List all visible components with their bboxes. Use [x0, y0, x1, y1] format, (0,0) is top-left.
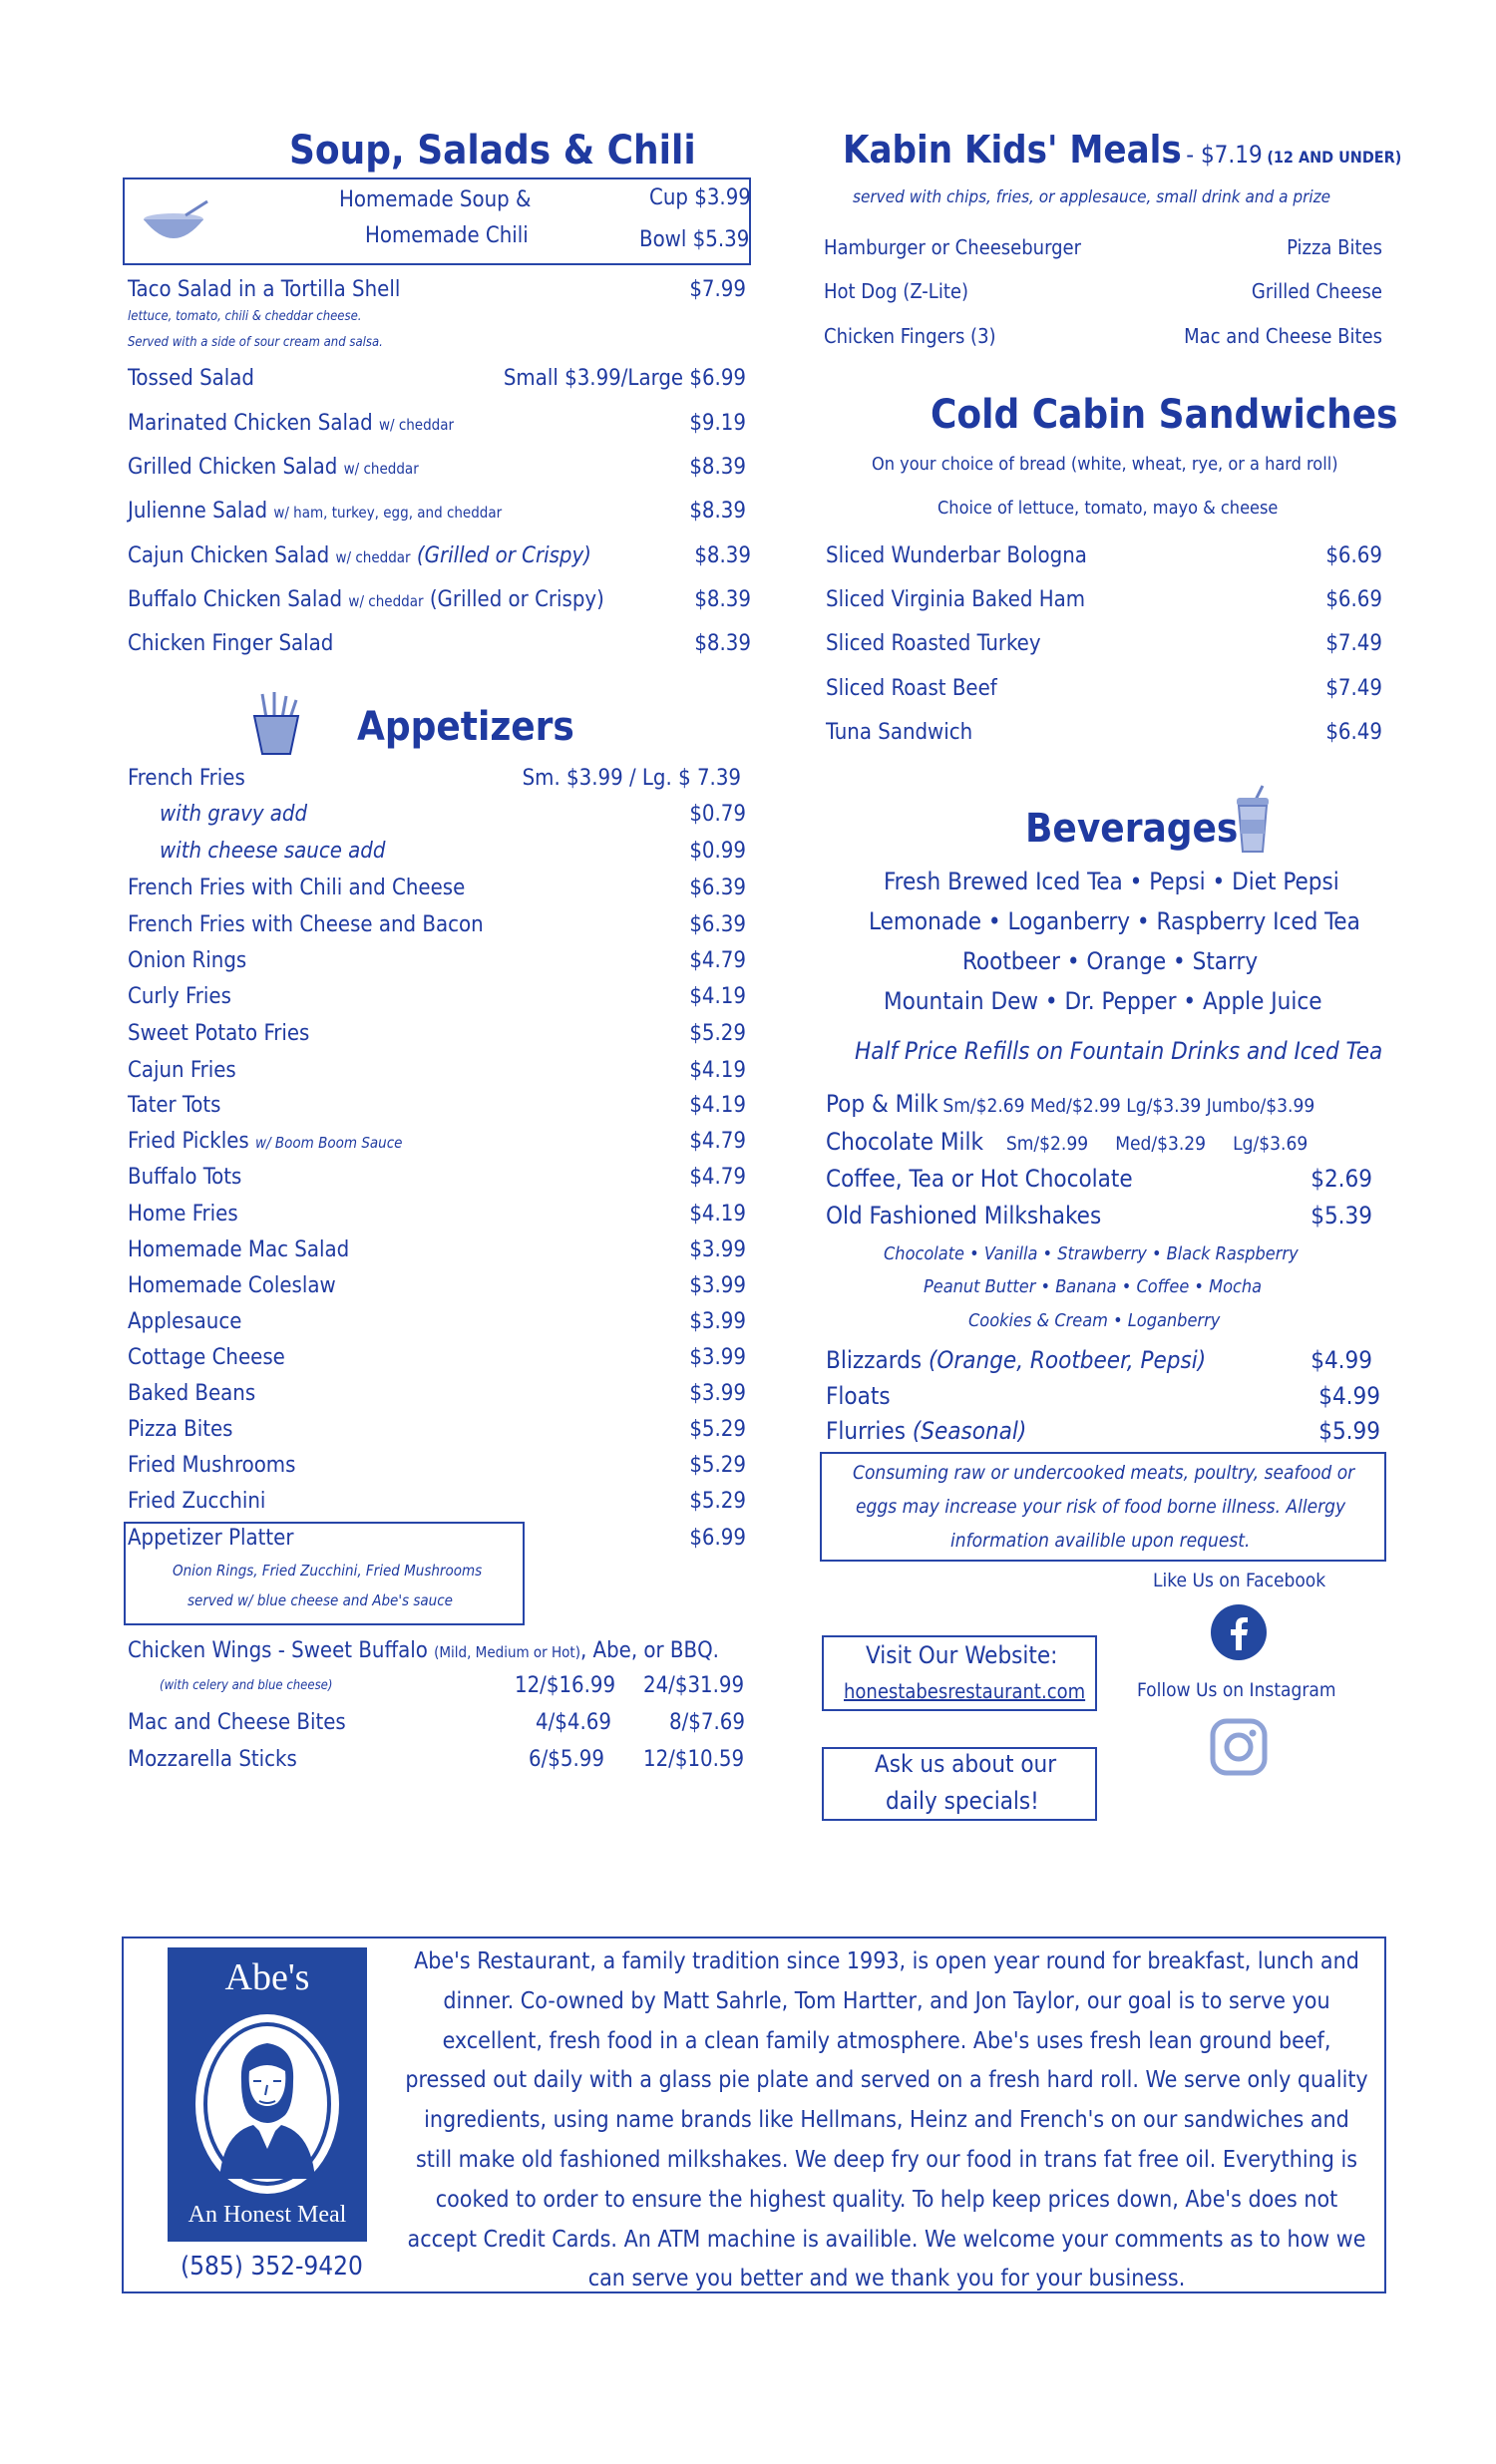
drinks-line: Mountain Dew • Dr. Pepper • Apple Juice [884, 987, 1322, 1015]
appetizers-title: Appetizers [357, 704, 574, 750]
kids-item: Hamburger or Cheeseburger Pizza Bites [824, 235, 1382, 259]
mozzarella-sticks: Mozzarella Sticks [128, 1747, 297, 1772]
menu-item: Sliced Wunderbar Bologna $6.69 [826, 543, 1382, 568]
specials-line: daily specials! [886, 1787, 1039, 1815]
menu-item: with gravy add $0.79 [160, 802, 746, 827]
drinks-line: Lemonade • Loganberry • Raspberry Iced Tea [869, 907, 1360, 935]
logo-tagline: An Honest Meal [187, 2202, 347, 2228]
wings-price-1: 12/$16.99 [515, 1673, 616, 1698]
drink-cup-icon [1231, 784, 1275, 856]
menu-item: Cajun Chicken Salad w/ cheddar (Grilled or Crispy) $8.39 [128, 543, 751, 568]
mozz-price-1: 6/$5.99 [529, 1747, 604, 1772]
mac-price-2: 8/$7.69 [669, 1710, 745, 1735]
mozz-price-2: 12/$10.59 [643, 1747, 745, 1772]
chicken-wings: Chicken Wings - Sweet Buffalo (Mild, Medium or Hot), Abe, or BBQ. [128, 1638, 719, 1663]
homemade-chili: Homemade Chili [365, 223, 529, 248]
shake-flavors: Chocolate • Vanilla • Strawberry • Black Raspberry [884, 1243, 1299, 1264]
menu-item: Home Fries $4.19 [128, 1202, 746, 1227]
menu-item: French Fries with Chili and Cheese $6.39 [128, 876, 746, 900]
menu-item: Taco Salad in a Tortilla Shell $7.99 [128, 277, 746, 302]
menu-item: Cottage Cheese $3.99 [128, 1345, 746, 1370]
wings-sub: (with celery and blue cheese) [160, 1678, 333, 1693]
menu-item: Chicken Finger Salad $8.39 [128, 631, 751, 656]
abes-logo [168, 1947, 367, 2242]
website-label: Visit Our Website: [866, 1641, 1058, 1669]
homemade-soup: Homemade Soup & [339, 187, 532, 212]
chocolate-milk: Chocolate Milk Sm/$2.99 Med/$3.29 Lg/$3.69 [826, 1128, 1309, 1156]
menu-item: Applesauce $3.99 [128, 1309, 746, 1334]
menu-item: Tossed Salad Small $3.99/Large $6.99 [128, 366, 746, 391]
menu-item: Coffee, Tea or Hot Chocolate $2.69 [826, 1165, 1372, 1193]
menu-item: Julienne Salad w/ ham, turkey, egg, and cheddar $8.39 [128, 499, 746, 524]
mac-cheese-bites: Mac and Cheese Bites [128, 1710, 346, 1735]
menu-item: Tuna Sandwich $6.49 [826, 720, 1382, 745]
cup-price: Cup $3.99 [649, 185, 751, 210]
platter-desc: served w/ blue cheese and Abe's sauce [187, 1591, 453, 1609]
instagram-label: Follow Us on Instagram [1137, 1679, 1336, 1701]
menu-item: Flurries (Seasonal) $5.99 [826, 1417, 1380, 1445]
menu-item: Homemade Coleslaw $3.99 [128, 1273, 746, 1298]
taco-desc: lettuce, tomato, chili & cheddar cheese. [128, 309, 362, 324]
menu-item: Baked Beans $3.99 [128, 1381, 746, 1406]
menu-item: Onion Rings $4.79 [128, 948, 746, 973]
menu-item: Sliced Virginia Baked Ham $6.69 [826, 587, 1382, 612]
wings-price-2: 24/$31.99 [643, 1673, 745, 1698]
kids-header: Kabin Kids' Meals - $7.19 (12 AND UNDER) [843, 128, 1402, 172]
menu-item: Homemade Mac Salad $3.99 [128, 1237, 746, 1262]
specials-line: Ask us about our [875, 1750, 1057, 1778]
platter-desc: Onion Rings, Fried Zucchini, Fried Mushrooms [173, 1562, 483, 1580]
facebook-label: Like Us on Facebook [1153, 1570, 1326, 1591]
bowl-price: Bowl $5.39 [639, 227, 750, 252]
kids-sub: served with chips, fries, or applesauce, small drink and a prize [853, 187, 1331, 207]
menu-item: Sliced Roast Beef $7.49 [826, 676, 1382, 701]
menu-item: Sliced Roasted Turkey $7.49 [826, 631, 1382, 656]
shake-flavors: Peanut Butter • Banana • Coffee • Mocha [924, 1276, 1263, 1297]
menu-item: French Fries Sm. $3.99 / Lg. $ 7.39 [128, 766, 741, 791]
facebook-icon[interactable] [1211, 1604, 1267, 1660]
menu-item: Tater Tots $4.19 [128, 1093, 746, 1118]
refills-note: Half Price Refills on Fountain Drinks and Iced Tea [855, 1037, 1383, 1065]
menu-item: Curly Fries $4.19 [128, 984, 746, 1009]
menu-item: Sweet Potato Fries $5.29 [128, 1021, 746, 1046]
cold-sub-2: Choice of lettuce, tomato, mayo & cheese [937, 498, 1279, 519]
menu-item: Fried Mushrooms $5.29 [128, 1453, 746, 1478]
menu-item: Old Fashioned Milkshakes $5.39 [826, 1202, 1372, 1230]
menu-item: Pizza Bites $5.29 [128, 1417, 746, 1442]
about-text: Abe's Restaurant, a family tradition since 1993, is open year round for breakfast, lunch and dinner. Co-owned by Matt Sahrle, Tom Hartter, and Jon Taylor, our goal is to serve you excellent, fresh food in a clean family atmosphere. Abe's uses fresh lean ground beef, pressed out daily with a glass pie plate and served on a fresh hard roll. We serve only quality ingredients, using name brands like Hellmans, Heinz and French's on our sandwiches and still make old fashioned milkshakes. We deep fry our food in trans fat free oil. Everything is cooked to order to ensure the highest quality. To help keep prices down, Abe's does not accept Credit Cards. An ATM machine is availible. We welcome your comments as to how we can serve you better and we thank you for your business. [405, 1948, 1368, 2292]
cold-sandwiches-title: Cold Cabin Sandwiches [931, 392, 1398, 438]
menu-item: French Fries with Cheese and Bacon $6.39 [128, 912, 746, 937]
menu-item: Grilled Chicken Salad w/ cheddar $8.39 [128, 455, 746, 480]
phone-number: (585) 352-9420 [181, 2252, 363, 2282]
kids-item: Chicken Fingers (3) Mac and Cheese Bites [824, 324, 1382, 348]
instagram-icon[interactable] [1210, 1718, 1268, 1776]
warning-line: eggs may increase your risk of food borne illness. Allergy [856, 1496, 1346, 1518]
kids-item: Hot Dog (Z-Lite) Grilled Cheese [824, 279, 1382, 303]
drinks-line: Rootbeer • Orange • Starry [962, 947, 1259, 975]
logo-title: Abe's [224, 1956, 310, 1998]
taco-desc: Served with a side of sour cream and salsa. [128, 335, 383, 350]
menu-item: Fried Pickles w/ Boom Boom Sauce $4.79 [128, 1129, 746, 1154]
mac-price-1: 4/$4.69 [536, 1710, 611, 1735]
drinks-line: Fresh Brewed Iced Tea • Pepsi • Diet Pepsi [884, 868, 1339, 895]
soup-title: Soup, Salads & Chili [289, 128, 696, 174]
lincoln-portrait-icon [189, 2009, 345, 2199]
menu-item: Buffalo Chicken Salad w/ cheddar (Grilled or Crispy) $8.39 [128, 587, 751, 612]
beverages-title: Beverages [1025, 806, 1239, 852]
soup-bowl-icon [142, 197, 211, 249]
shake-flavors: Cookies & Cream • Loganberry [968, 1310, 1221, 1331]
menu-item: Blizzards (Orange, Rootbeer, Pepsi) $4.99 [826, 1346, 1372, 1374]
menu-item: Fried Zucchini $5.29 [128, 1489, 746, 1514]
french-fries-icon [244, 688, 304, 758]
pop-milk: Pop & Milk Sm/$2.69 Med/$2.99 Lg/$3.39 Jumbo/$3.99 [826, 1090, 1315, 1118]
menu-item: with cheese sauce add $0.99 [160, 839, 746, 864]
menu-item: Appetizer Platter $6.99 [128, 1526, 746, 1551]
menu-item: Cajun Fries $4.19 [128, 1058, 746, 1083]
menu-item: Marinated Chicken Salad w/ cheddar $9.19 [128, 411, 746, 436]
warning-line: Consuming raw or undercooked meats, poultry, seafood or [853, 1462, 1355, 1484]
cold-sub-1: On your choice of bread (white, wheat, rye, or a hard roll) [872, 454, 1338, 475]
website-link[interactable]: honestabesrestaurant.com [844, 1679, 1086, 1703]
warning-line: information availible upon request. [950, 1530, 1251, 1552]
menu-item: Buffalo Tots $4.79 [128, 1165, 746, 1190]
menu-item: Floats $4.99 [826, 1382, 1380, 1410]
